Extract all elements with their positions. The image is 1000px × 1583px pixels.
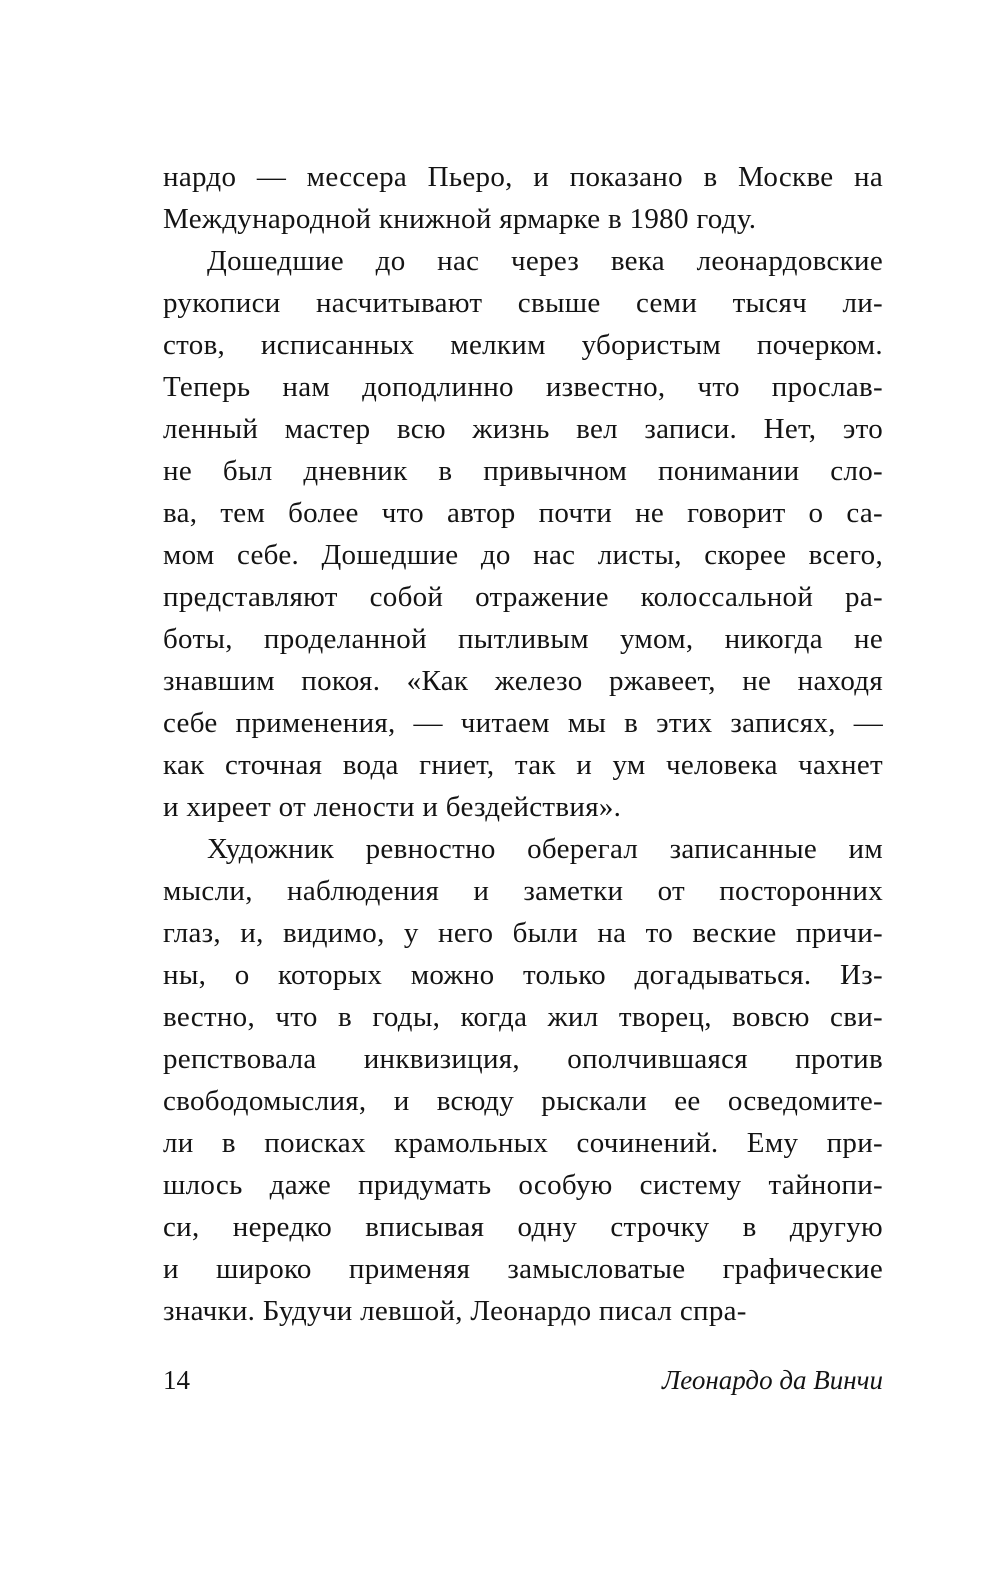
text-line: Художник ревностно оберегал записанные им bbox=[207, 833, 883, 865]
text-line: Теперь нам доподлинно известно, что прослав- bbox=[163, 371, 883, 403]
page-number: 14 bbox=[163, 1365, 190, 1395]
text-line: не был дневник в привычном понимании сло- bbox=[163, 455, 883, 487]
text-line: знавшим покоя. «Как железо ржавеет, не находя bbox=[163, 665, 883, 697]
text-line: свободомыслия, и всюду рыскали ее осведомите- bbox=[163, 1085, 883, 1117]
text-line: себе применения, — читаем мы в этих записях, — bbox=[163, 707, 883, 739]
text-line: и хиреет от лености и бездействия». bbox=[163, 791, 622, 823]
running-title: Леонардо да Винчи bbox=[661, 1365, 883, 1395]
text-line: рукописи насчитывают свыше семи тысяч ли- bbox=[163, 287, 883, 319]
text-line: си, нередко вписывая одну строчку в другую bbox=[163, 1211, 883, 1243]
text-line: глаз, и, видимо, у него были на то веские причи- bbox=[163, 917, 883, 949]
text-line: нардо — мессера Пьеро, и показано в Москве на bbox=[163, 161, 883, 193]
text-line: стов, исписанных мелким убористым почерком. bbox=[163, 329, 883, 361]
paragraph bbox=[163, 240, 883, 828]
text-line: Дошедшие до нас через века леонардовские bbox=[207, 245, 883, 277]
text-line: ленный мастер всю жизнь вел записи. Нет, это bbox=[163, 413, 883, 445]
text-line: шлось даже придумать особую систему тайнопи- bbox=[163, 1169, 883, 1201]
text-line: представляют собой отражение колоссальной ра- bbox=[163, 581, 883, 613]
text-line: ны, о которых можно только догадываться. Из- bbox=[163, 959, 883, 991]
paragraph bbox=[163, 828, 883, 1332]
text-line: значки. Будучи левшой, Леонардо писал спра- bbox=[163, 1295, 747, 1327]
text-line: как сточная вода гниет, так и ум человека чахнет bbox=[163, 749, 883, 781]
text-line: вестно, что в годы, когда жил творец, вовсю сви- bbox=[163, 1001, 883, 1033]
text-line: боты, проделанной пытливым умом, никогда не bbox=[163, 623, 883, 655]
page-footer bbox=[163, 1363, 883, 1397]
text-line: ва, тем более что автор почти не говорит о са- bbox=[163, 497, 883, 529]
text-line: мысли, наблюдения и заметки от посторонних bbox=[163, 875, 883, 907]
text-line: ли в поисках крамольных сочинений. Ему при- bbox=[163, 1127, 883, 1159]
page-text bbox=[163, 156, 883, 1332]
text-line: мом себе. Дошедшие до нас листы, скорее всего, bbox=[163, 539, 883, 571]
text-line: и широко применяя замысловатые графические bbox=[163, 1253, 883, 1285]
paragraph bbox=[163, 156, 883, 240]
text-line: Международной книжной ярмарке в 1980 году. bbox=[163, 203, 757, 235]
text-line: репствовала инквизиция, ополчившаяся против bbox=[163, 1043, 883, 1075]
